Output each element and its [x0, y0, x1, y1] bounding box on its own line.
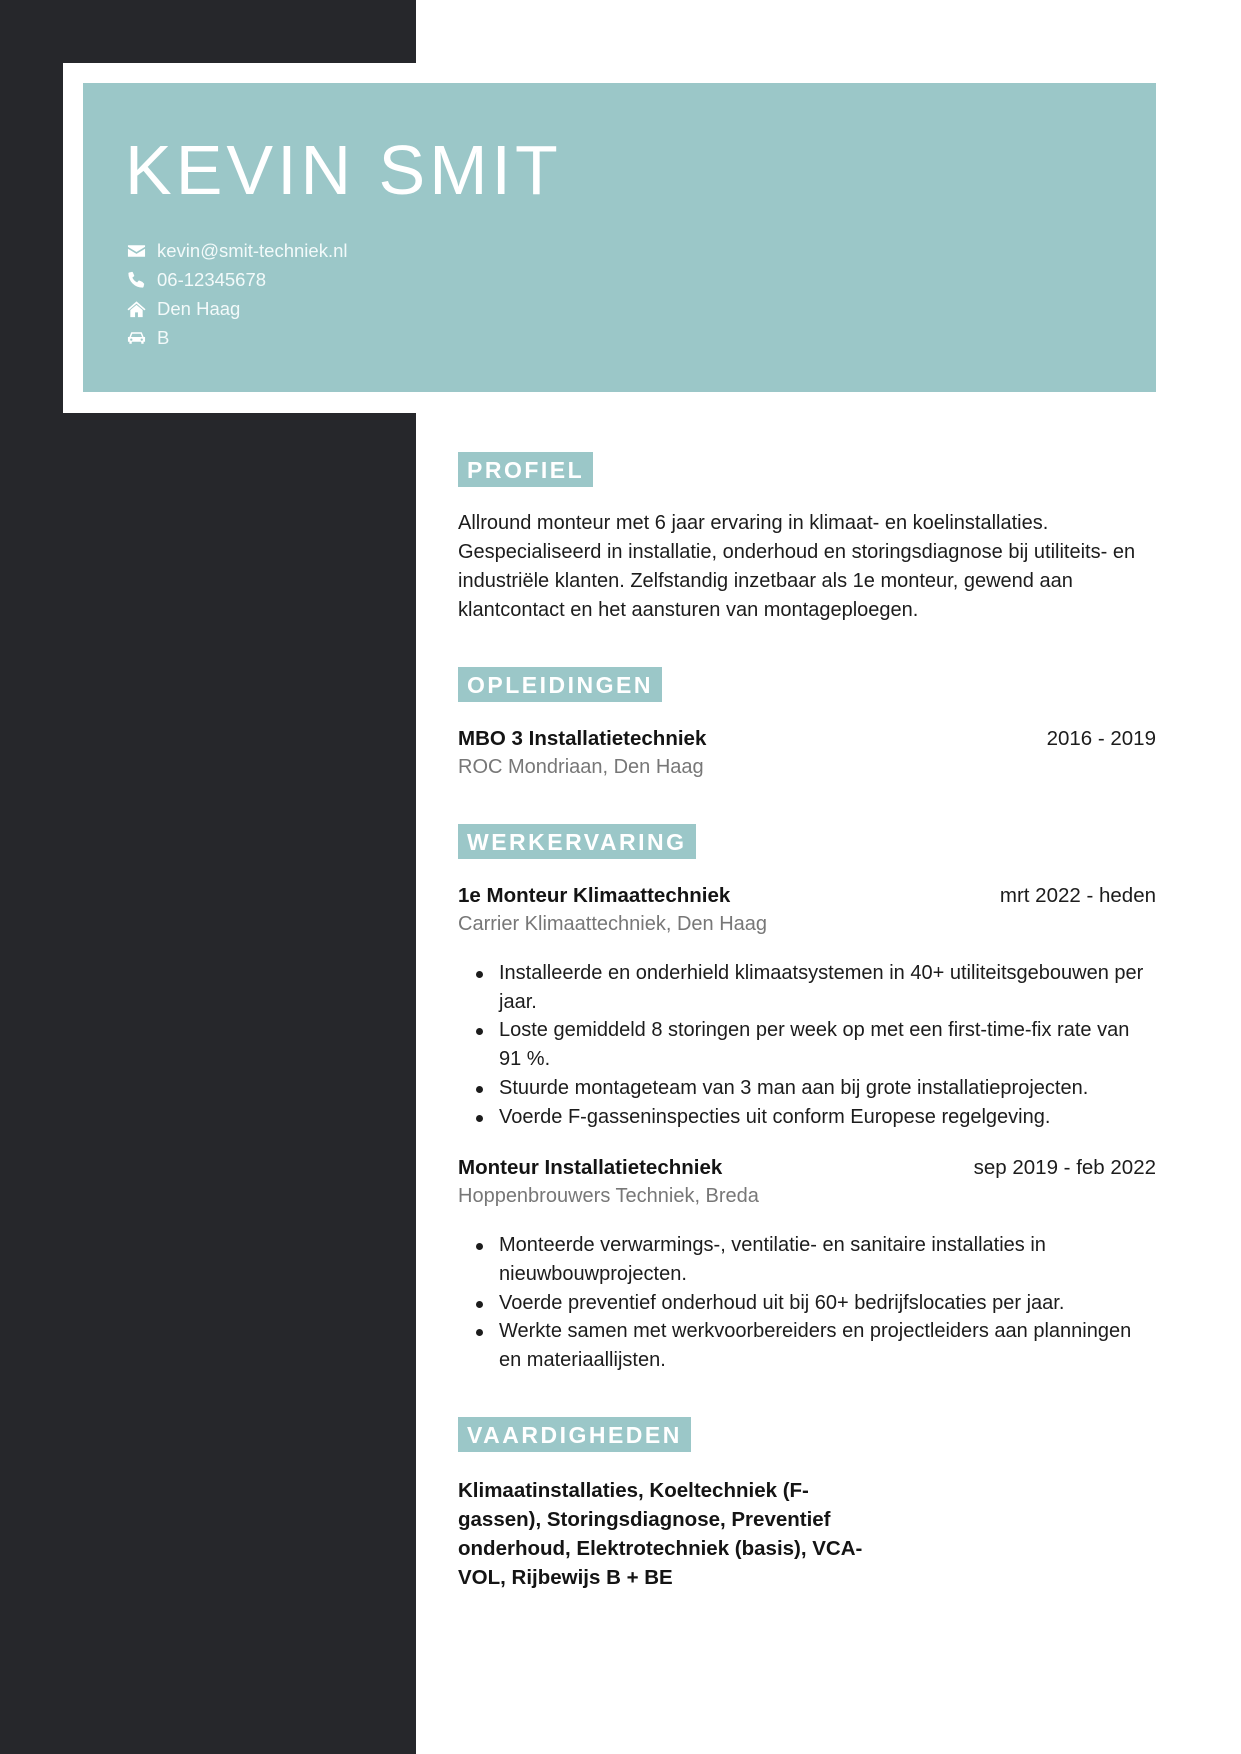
list-item: Werkte samen met werkvoorbereiders en projectleiders aan planningen en materiaallijsten. — [458, 1317, 1156, 1374]
list-item: Monteerde verwarmings-, ventilatie- en sanitaire installaties in nieuwbouwprojecten. — [458, 1231, 1156, 1288]
header-banner — [83, 83, 1156, 392]
experience-entry — [458, 1155, 1156, 1375]
bullet-list — [458, 1231, 1156, 1375]
bullet-list — [458, 959, 1156, 1131]
entry-header — [458, 726, 1156, 752]
entry-header — [458, 1155, 1156, 1181]
education-section — [458, 667, 1156, 782]
contact-email — [125, 236, 347, 265]
car-icon — [125, 328, 147, 348]
section-title-profile: PROFIEL — [458, 452, 593, 487]
experience-entry — [458, 883, 1156, 1131]
entry-date: sep 2019 - feb 2022 — [973, 1156, 1156, 1180]
entry-date: 2016 - 2019 — [1046, 727, 1156, 750]
entry-title: Monteur Installatietechniek — [458, 1156, 723, 1180]
entry-employer: Hoppenbrouwers Techniek, Breda — [458, 1185, 759, 1208]
skills-section — [458, 1417, 1156, 1592]
section-title-skills: VAARDIGHEDEN — [458, 1417, 691, 1452]
entry-title: MBO 3 Installatietechniek — [458, 727, 707, 750]
list-item: Voerde preventief onderhoud uit bij 60+ bedrijfslocaties per jaar. — [458, 1289, 1156, 1318]
contact-location-text: Den Haag — [157, 297, 241, 319]
main-content — [458, 452, 1156, 1592]
contact-phone-text: 06-12345678 — [157, 268, 267, 290]
list-item: Loste gemiddeld 8 storingen per week op met een first-time-fix rate van 91 %. — [458, 1016, 1156, 1073]
entry-date: mrt 2022 - heden — [999, 884, 1156, 907]
entry-header — [458, 883, 1156, 909]
candidate-name: KEVIN SMIT — [125, 131, 562, 209]
entry-institution: ROC Mondriaan, Den Haag — [458, 756, 704, 778]
education-entry — [458, 726, 1156, 782]
section-title-education: OPLEIDINGEN — [458, 667, 662, 702]
skills-text: Klimaatinstallaties, Koeltechniek (F-gassen), Storingsdiagnose, Preventief onderhoud, Elektrotechniek (basis), VCA-VOL, Rijbewijs B + BE — [458, 1478, 863, 1589]
contact-email-text: kevin@smit-techniek.nl — [157, 239, 348, 261]
contact-phone — [125, 265, 347, 294]
entry-title: 1e Monteur Klimaattechniek — [458, 884, 731, 907]
section-title-experience: WERKERVARING — [458, 824, 696, 859]
list-item: Installeerde en onderhield klimaatsystemen in 40+ utiliteitsgebouwen per jaar. — [458, 959, 1156, 1016]
profile-section — [458, 452, 1156, 625]
experience-section — [458, 824, 1156, 1375]
envelope-icon — [125, 241, 147, 261]
list-item: Voerde F-gasseninspecties uit conform Europese regelgeving. — [458, 1103, 1156, 1132]
phone-icon — [125, 270, 147, 290]
contact-list — [125, 236, 347, 352]
entry-employer: Carrier Klimaattechniek, Den Haag — [458, 913, 768, 935]
profile-text: Allround monteur met 6 jaar ervaring in klimaat- en koelinstallaties. Gespecialiseerd in installatie, onderhoud en storingsdiagnose bij utiliteits- en industriële klanten. Zelfstandig inzetbaar als 1e monteur, gewend aan klantcontact en het aansturen van montageploegen. — [458, 512, 1136, 621]
contact-license-text: B — [157, 326, 170, 348]
contact-license — [125, 323, 347, 352]
contact-location — [125, 294, 347, 323]
list-item: Stuurde montageteam van 3 man aan bij grote installatieprojecten. — [458, 1074, 1156, 1103]
home-icon — [125, 299, 147, 319]
